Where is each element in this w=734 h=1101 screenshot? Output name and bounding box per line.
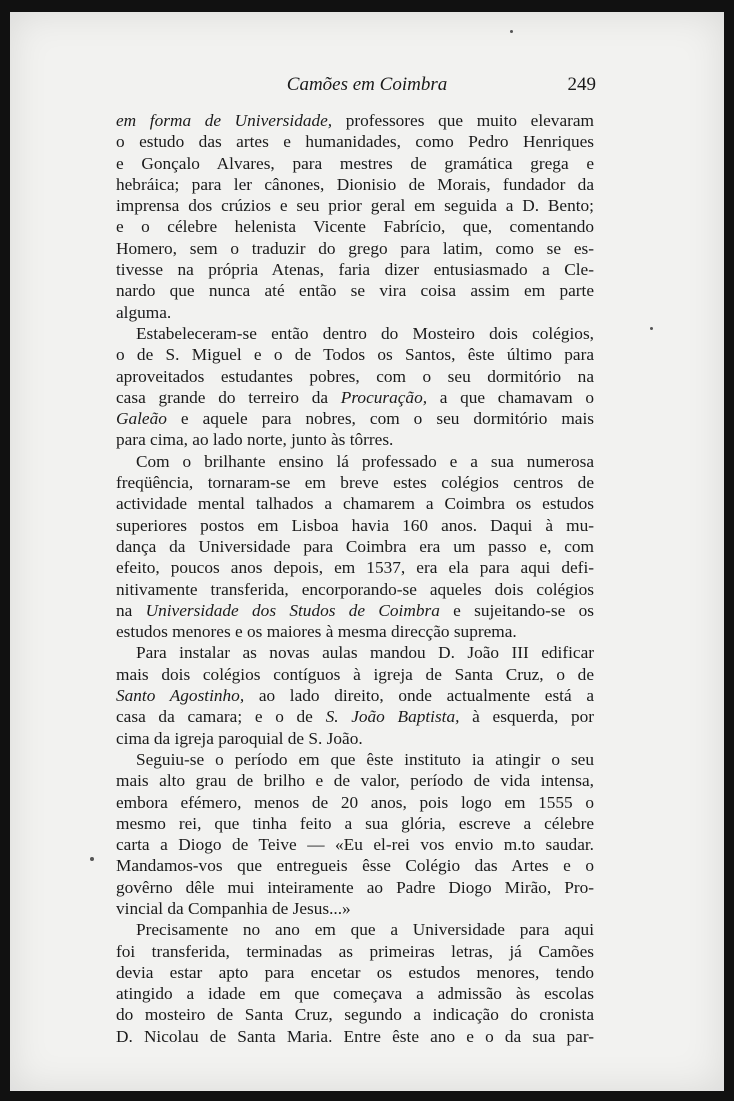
text-line — [116, 366, 594, 387]
body-text — [116, 110, 594, 1047]
text-run: atingido a idade em que começava a admissão às escolas — [116, 984, 594, 1004]
text-line — [116, 451, 594, 472]
speck — [650, 327, 653, 330]
text-run: foi transferida, terminadas as primeiras letras, já Camões — [116, 941, 594, 961]
text-line — [116, 472, 594, 493]
speck — [90, 857, 94, 861]
text-run: devia estar apto para encetar os estudos menores, tendo — [116, 962, 594, 982]
text-run: na — [116, 600, 146, 620]
italic-text: Santo Agostinho, — [116, 686, 245, 706]
text-line — [116, 685, 594, 706]
text-line — [116, 280, 594, 301]
book-page — [10, 12, 724, 1091]
page-number: 249 — [567, 74, 596, 95]
text-run: a que chamavam o — [427, 387, 594, 407]
text-run: para cima, ao lado norte, junto às tôrres. — [116, 430, 394, 450]
text-run: vincial da Companhia de Jesus...» — [116, 898, 351, 918]
text-line — [116, 174, 594, 195]
text-line — [116, 664, 594, 685]
text-line — [116, 983, 594, 1004]
text-run: Para instalar as novas aulas mandou D. João III edificar — [136, 643, 594, 663]
text-line — [116, 621, 594, 642]
text-line — [116, 579, 594, 600]
text-run: casa da camara; e o de — [116, 707, 326, 727]
text-run: ao lado direito, onde actualmente está a — [244, 686, 594, 706]
text-run: govêrno dêle mui inteiramente ao Padre Diogo Mirão, Pro- — [116, 877, 594, 897]
text-line — [116, 557, 594, 578]
text-run: mesmo rei, que tinha feito a sua glória, escreve a célebre — [116, 813, 594, 833]
text-run: efeito, poucos anos depois, em 1537, era ela para aqui defi- — [116, 558, 594, 578]
text-run: aproveitados estudantes pobres, com o seu dormitório na — [116, 366, 594, 386]
text-line — [116, 110, 594, 131]
text-line — [116, 728, 594, 749]
text-line — [116, 877, 594, 898]
text-line — [116, 259, 594, 280]
text-line — [116, 238, 594, 259]
text-line — [116, 941, 594, 962]
text-run: freqüência, tornaram-se em breve estes colégios centros de — [116, 473, 594, 493]
text-line — [116, 813, 594, 834]
text-run: mais alto grau de brilho e de valor, período de vida intensa, — [116, 771, 594, 791]
text-run: hebráica; para ler cânones, Dionisio de Morais, fundador da — [116, 174, 594, 194]
text-run: Com o brilhante ensino lá professado e a sua numerosa — [136, 451, 594, 471]
text-line — [116, 642, 594, 663]
text-run: e aquele para nobres, com o seu dormitório mais — [166, 409, 594, 429]
text-run: dança da Universidade para Coimbra era um passo e, com — [116, 536, 594, 556]
text-run: nardo que nunca até então se vira coisa assim em parte — [116, 281, 594, 301]
text-line — [116, 834, 594, 855]
text-run: Seguiu-se o período em que êste instituto ia atingir o seu — [136, 749, 594, 769]
text-run: mais dois colégios contíguos à igreja de Santa Cruz, o de — [116, 664, 594, 684]
text-line — [116, 855, 594, 876]
text-run: Precisamente no ano em que a Universidade para aqui — [136, 920, 594, 940]
text-line — [116, 1004, 594, 1025]
text-line — [116, 898, 594, 919]
text-line — [116, 1026, 594, 1047]
text-run: casa grande do terreiro da — [116, 387, 341, 407]
text-line — [116, 962, 594, 983]
text-run: e sujeitando-se os — [439, 600, 594, 620]
speck — [510, 30, 513, 33]
text-line — [116, 792, 594, 813]
text-line — [116, 600, 594, 621]
text-line — [116, 919, 594, 940]
text-line — [116, 749, 594, 770]
text-line — [116, 153, 594, 174]
text-run: à esquerda, por — [459, 707, 594, 727]
text-line — [116, 195, 594, 216]
text-run: estudos menores e os maiores à mesma direcção suprema. — [116, 622, 517, 642]
text-run: Mandamos-vos que entregueis êsse Colégio das Artes e o — [116, 856, 594, 876]
text-run: D. Nicolau de Santa Maria. Entre êste ano e o da sua par- — [116, 1026, 594, 1046]
text-line — [116, 536, 594, 557]
text-line — [116, 493, 594, 514]
text-run: o estudo das artes e humanidades, como Pedro Henriques — [116, 132, 594, 152]
text-run: o de S. Miguel e o de Todos os Santos, êste último para — [116, 345, 594, 365]
italic-text: Universidade dos Studos de Coimbra — [145, 600, 440, 620]
text-line — [116, 770, 594, 791]
text-run: embora efémero, menos de 20 anos, pois logo em 1555 o — [116, 792, 594, 812]
text-run: alguma. — [116, 302, 172, 322]
text-run: actividade mental talhados a chamarem a Coimbra os estudos — [116, 494, 594, 514]
page-header — [10, 74, 724, 98]
text-run: carta a Diogo de Teive — «Eu el-rei vos envio m.to saudar. — [116, 835, 594, 855]
text-line — [116, 131, 594, 152]
text-run: e Gonçalo Alvares, para mestres de gramática grega e — [116, 153, 594, 173]
italic-text: Galeão — [116, 409, 167, 429]
text-line — [116, 216, 594, 237]
running-title: Camões em Coimbra — [286, 74, 448, 95]
text-run: Homero, sem o traduzir do grego para latim, como se es- — [116, 238, 594, 258]
text-line — [116, 408, 594, 429]
text-run: superiores postos em Lisboa havia 160 anos. Daqui à mu- — [116, 515, 594, 535]
text-run: e o célebre helenista Vicente Fabrício, que, comentando — [116, 217, 594, 237]
text-run: do mosteiro de Santa Cruz, segundo a indicação do cronista — [116, 1005, 594, 1025]
text-run: tivesse na própria Atenas, faria dizer entusiasmado a Cle- — [116, 260, 594, 280]
italic-text: S. João Baptista, — [325, 707, 460, 727]
text-run: imprensa dos crúzios e seu prior geral em seguida a D. Bento; — [116, 196, 594, 216]
text-line — [116, 515, 594, 536]
text-run: professores que muito elevaram — [332, 111, 594, 130]
text-line — [116, 429, 594, 450]
text-line — [116, 706, 594, 727]
text-run: Estabeleceram-se então dentro do Mosteiro dois colégios, — [136, 323, 594, 343]
text-line — [116, 387, 594, 408]
italic-text: Procuração, — [340, 387, 428, 407]
text-run: nitivamente transferida, encorporando-se aqueles dois colégios — [116, 579, 594, 599]
text-run: cima da igreja paroquial de S. João. — [116, 728, 363, 748]
italic-text: em forma de Universidade, — [116, 111, 333, 130]
text-line — [116, 302, 594, 323]
text-line — [116, 344, 594, 365]
text-line — [116, 323, 594, 344]
